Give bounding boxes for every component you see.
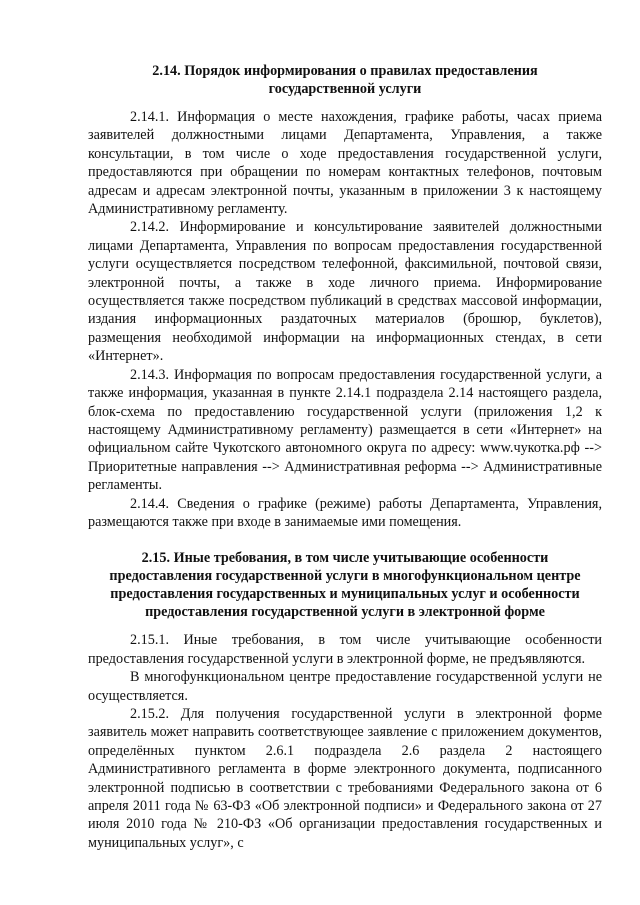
paragraph-2-14-1: 2.14.1. Информация о месте нахождения, графике работы, часах приема заявителей должностными лицами Департамента, Управления, а также консультации, в том числе о ходе предоставления государственной услуги, предоставляются при обращении по номерам контактных телефонов, почтовым адресам и адресам электронной почты, указанным в приложении 3 к настоящему Административному регламенту. (88, 109, 602, 218)
paragraph-2-14-3: 2.14.3. Информация по вопросам предоставления государственной услуги, а также информация, указанная в пункте 2.14.1 подраздела 2.14 настоящего раздела, блок-схема по предоставлению государственной услуги (приложения 1,2 к настоящему Административному регламенту) размещается в сети «Интернет» на официальном сайте Чукотского автономного округа по адресу: www.чукотка.рф --> Приоритетные направления --> Административная реформа --> Административные регламенты. (88, 366, 602, 494)
section-2-15-heading-line-2: предоставления государственной услуги в многофункциональном центре (109, 568, 581, 585)
section-2-15-heading-line-1: 2.15. Иные требования, в том числе учитывающие особенности (141, 550, 549, 567)
section-2-14-heading-line-1: 2.14. Порядок информирования о правилах предоставления (152, 63, 538, 79)
paragraph-2-15-1: 2.15.1. Иные требования, в том числе учитывающие особенности предоставления государственной услуги в электронной форме, не предъявляются. (88, 632, 602, 667)
paragraph-2-14-4: 2.14.4. Сведения о графике (режиме) работы Департамента, Управления, размещаются также при входе в занимаемые ими помещения. (88, 495, 602, 530)
section-2-15-heading (88, 549, 602, 621)
paragraph-2-15-2: 2.15.2. Для получения государственной услуги в электронной форме заявитель может направить соответствующее заявление с приложением документов, определённых пунктом 2.6.1 подраздела 2.6 раздела 2 настоящего Административного регламента в форме электронного документа, подписанного электронной подписью в соответствии с требованиями Федерального закона от 6 апреля 2011 года № 63-ФЗ «Об электронной подписи» и Федерального закона от 27 июля 2010 года № 210-ФЗ «Об организации предоставления государственных и муниципальных услуг», с (88, 705, 602, 851)
section-2-15-heading-line-3: предоставления государственных и муниципальных услуг и особенности (110, 586, 580, 603)
document-page (88, 62, 602, 852)
section-2-15-heading-line-4: предоставления государственной услуги в электронной форме (145, 604, 545, 621)
section-2-14-heading (88, 62, 602, 98)
paragraph-mfc-note: В многофункциональном центре предоставление государственной услуги не осуществляется. (88, 669, 602, 704)
section-2-14-heading-line-2: государственной услуги (268, 81, 422, 97)
paragraph-2-14-2: 2.14.2. Информирование и консультирование заявителей должностными лицами Департамента, Управления по вопросам предоставления государственной услуги осуществляется посредством телефонной, факсимильной, почтовой связи, электронной почты, а также в ходе личного приема. Информирование осуществляется также посредством публикаций в средствах массовой информации, издания информационных раздаточных материалов (брошюр, буклетов), размещения необходимой информации на информационных стендах, в сети «Интернет». (88, 219, 602, 365)
